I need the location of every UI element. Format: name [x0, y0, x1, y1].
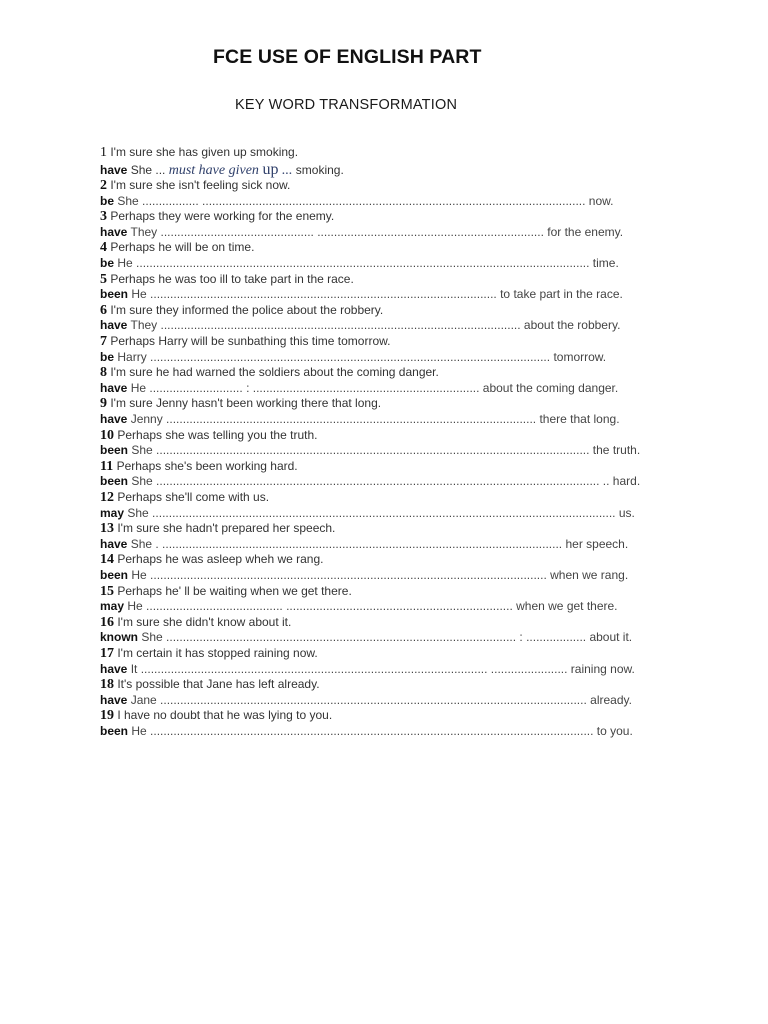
key-word: been	[100, 567, 129, 582]
exercise-item-12	[100, 490, 680, 521]
key-word: have	[100, 661, 128, 676]
item-number: 9	[100, 396, 107, 412]
original-sentence: Perhaps Harry will be sunbathing this time tomorrow.	[110, 334, 391, 349]
document-subtitle: KEY WORD TRANSFORMATION	[235, 97, 458, 113]
item-number: 15	[100, 583, 114, 599]
item-number: 16	[100, 614, 114, 630]
sentence-end: smoking.	[295, 162, 344, 177]
original-sentence: Perhaps she'll come with us.	[117, 489, 270, 504]
key-word: have	[100, 412, 128, 426]
exercise-list	[100, 145, 680, 739]
answer-blank-line: She ..................................................................................................................................... .. hard.	[131, 474, 641, 489]
key-word: have	[100, 318, 128, 333]
item-number: 13	[100, 521, 114, 537]
answer-blank-line: He ......................................... .................................................................... when we get there.	[127, 599, 618, 614]
key-word: have	[100, 692, 128, 707]
answer-blank-line: Jenny ............................................................................................................... there that long.	[130, 412, 620, 426]
original-sentence: Perhaps he' ll be waiting when we get there.	[117, 583, 352, 598]
answer-blank-line: He ....................................................................................................................... when we rang.	[131, 567, 629, 582]
original-sentence: I'm sure she didn't know about it.	[117, 614, 292, 629]
answer-blank-line: They ............................................................................................................ about the robbery.	[130, 318, 621, 333]
answer-blank-line: Jane ................................................................................................................................ already.	[130, 692, 632, 707]
original-sentence: I'm certain it has stopped raining now.	[117, 645, 318, 660]
original-sentence: Perhaps he was asleep wheh we rang.	[117, 552, 324, 567]
document-title: FCE USE OF ENGLISH PART	[213, 46, 482, 68]
original-sentence: It's possible that Jane has left already.	[117, 677, 320, 692]
answer-blank-line: She ........................................................................................................................................... us.	[127, 505, 635, 520]
exercise-item-11	[100, 459, 680, 490]
exercise-item-1	[100, 145, 680, 178]
example-answer-main: must have given	[168, 162, 263, 178]
item-number: 1	[100, 145, 107, 160]
key-word: have	[100, 380, 128, 395]
exercise-item-10	[100, 428, 680, 459]
item-number: 8	[100, 365, 107, 381]
item-number: 10	[100, 427, 114, 443]
original-sentence: I'm sure they informed the police about the robbery.	[110, 302, 384, 317]
exercise-item-6	[100, 303, 680, 334]
exercise-item-18	[100, 677, 680, 708]
answer-blank-line: He ........................................................................................................................................ time.	[117, 256, 619, 271]
item-number: 19	[100, 708, 114, 724]
original-sentence: I'm sure she has given up smoking.	[110, 145, 299, 159]
exercise-item-9	[100, 396, 680, 427]
original-sentence: I'm sure she hadn't prepared her speech.	[117, 521, 336, 536]
exercise-item-4	[100, 240, 680, 271]
item-number: 17	[100, 645, 114, 661]
original-sentence: Perhaps he will be on time.	[110, 240, 255, 255]
transformation-line	[100, 161, 680, 179]
key-word: be	[100, 193, 115, 208]
exercise-item-13	[100, 521, 680, 552]
item-number: 3	[100, 209, 107, 225]
exercise-item-2	[100, 178, 680, 209]
item-number: 11	[100, 458, 114, 474]
item-number: 4	[100, 240, 107, 256]
key-word: may	[100, 599, 125, 614]
exercise-item-15	[100, 584, 680, 615]
exercise-item-3	[100, 209, 680, 240]
item-number: 5	[100, 271, 107, 287]
exercise-item-19	[100, 708, 680, 739]
item-number: 7	[100, 334, 107, 350]
key-word: been	[100, 287, 129, 302]
answer-blank-line: She ................. ................................................................................................................... now.	[117, 193, 614, 208]
item-number: 18	[100, 677, 114, 693]
answer-blank-line: She . ........................................................................................................................ her speech.	[130, 536, 629, 551]
answer-blank-line: He ..................................................................................................................................... to you.	[131, 723, 633, 738]
item-number: 6	[100, 302, 107, 318]
answer-blank-line: She .................................................................................................................................. the truth.	[131, 443, 641, 458]
sentence-start: She ...	[130, 162, 166, 177]
answer-blank-line: He ........................................................................................................ to take part in the race.	[131, 287, 623, 302]
example-answer-tail: ...	[278, 162, 293, 178]
original-sentence: Perhaps he was too ill to take part in the race.	[110, 271, 354, 286]
key-word: been	[100, 723, 129, 738]
original-sentence: Perhaps she was telling you the truth.	[117, 427, 318, 442]
original-sentence: Perhaps she's been working hard.	[116, 458, 298, 473]
key-word: may	[100, 505, 125, 520]
exercise-item-17	[100, 646, 680, 677]
answer-blank-line: Harry ........................................................................................................................ tomorrow.	[117, 349, 607, 364]
key-word: been	[100, 443, 129, 458]
answer-blank-line: It ........................................................................................................ ....................... raining now.	[130, 661, 635, 676]
answer-blank-line: He ............................ : .................................................................... about the coming danger.	[130, 380, 619, 395]
original-sentence-line	[100, 145, 680, 161]
original-sentence: Perhaps they were working for the enemy.	[110, 209, 335, 224]
answer-blank-line: They .............................................. .................................................................... for the enemy.	[130, 224, 624, 239]
key-word: be	[100, 349, 115, 364]
key-word: known	[100, 630, 138, 645]
exercise-item-16	[100, 615, 680, 646]
example-answer	[168, 160, 293, 178]
exercise-item-7	[100, 334, 680, 365]
item-number: 2	[100, 178, 107, 194]
answer-blank-line: She ......................................................................................................... : .................. about it.	[141, 630, 633, 645]
key-word: have	[100, 224, 128, 239]
exercise-item-5	[100, 272, 680, 303]
exercise-item-8	[100, 365, 680, 396]
key-word: have	[100, 162, 128, 177]
exercise-item-14	[100, 552, 680, 583]
original-sentence: I'm sure she isn't feeling sick now.	[110, 178, 291, 193]
key-word: be	[100, 256, 115, 271]
item-number: 12	[100, 489, 114, 505]
original-sentence: I have no doubt that he was lying to you.	[117, 708, 333, 723]
example-answer-up: up	[262, 160, 279, 178]
key-word: have	[100, 536, 128, 551]
original-sentence: I'm sure Jenny hasn't been working there that long.	[110, 396, 382, 411]
key-word: been	[100, 474, 129, 489]
original-sentence: I'm sure he had warned the soldiers about the coming danger.	[110, 365, 439, 380]
item-number: 14	[100, 552, 114, 568]
